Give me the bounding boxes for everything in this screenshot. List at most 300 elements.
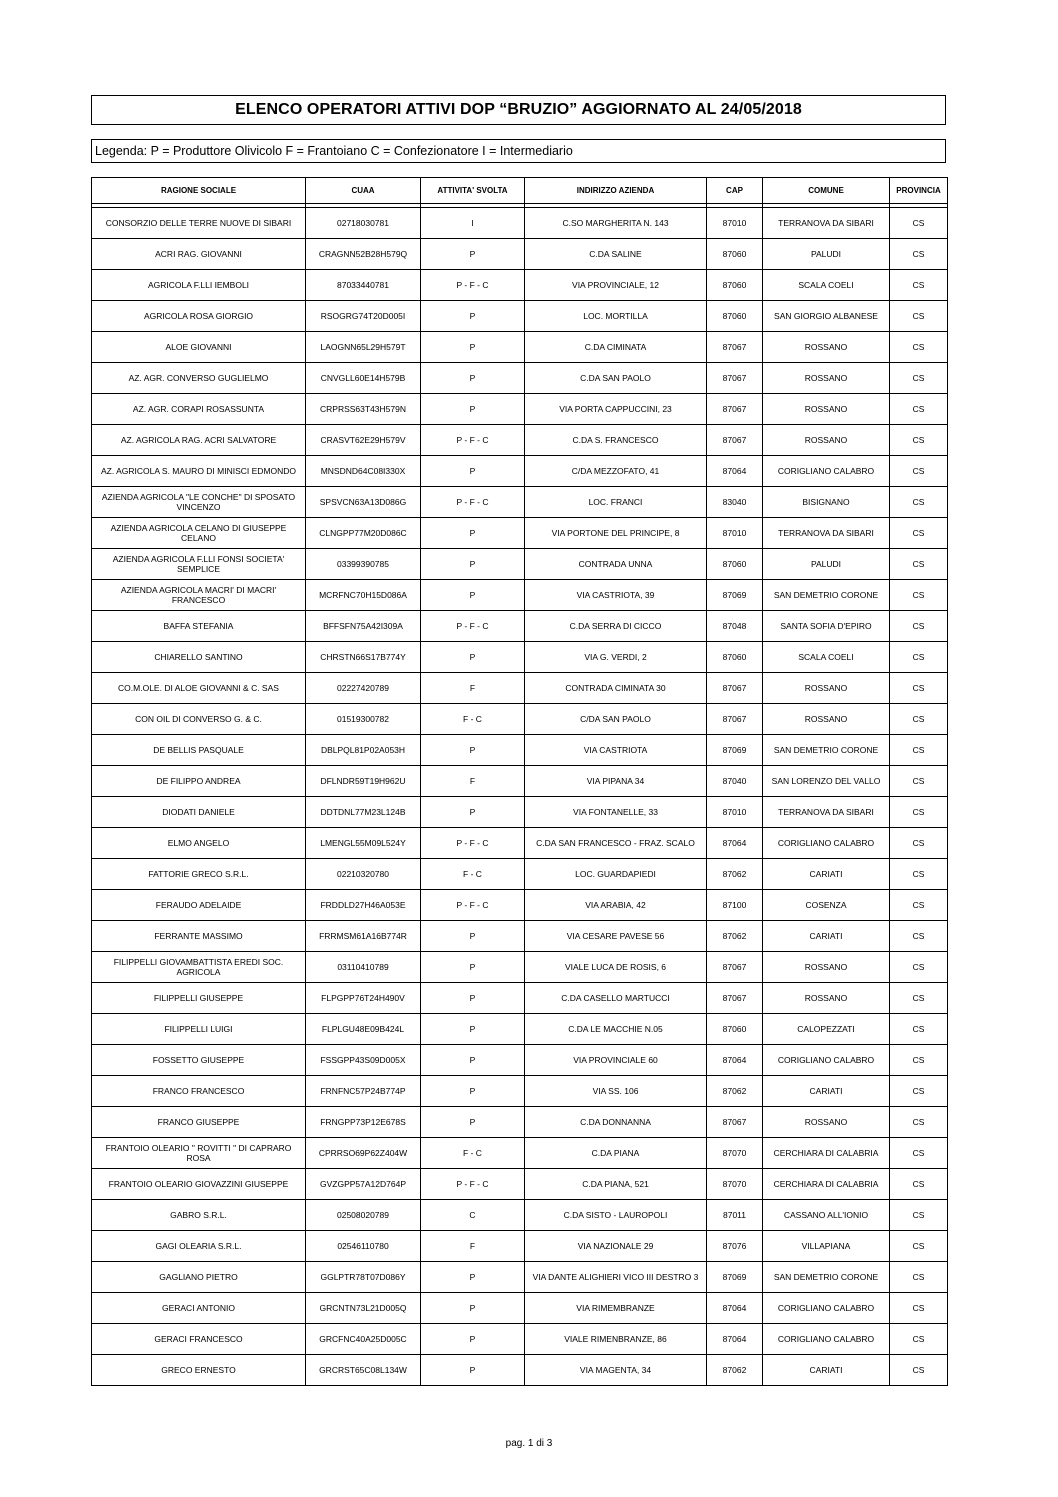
cell-indirizzo: LOC. FRANCI [525, 487, 707, 518]
cell-comune: ROSSANO [763, 332, 890, 363]
cell-ragione-sociale: DE FILIPPO ANDREA [92, 766, 306, 797]
cell-cap: 87064 [707, 1293, 763, 1324]
table-row [92, 1138, 948, 1169]
cell-cap: 87067 [707, 983, 763, 1014]
col-attivita-svolta: ATTIVITA' SVOLTA [421, 178, 525, 204]
cell-provincia: CS [890, 611, 948, 642]
cell-cuaa: DDTDNL77M23L124B [306, 797, 421, 828]
cell-attivita: P [421, 549, 525, 580]
cell-cap: 87069 [707, 1262, 763, 1293]
cell-attivita: F - C [421, 859, 525, 890]
table-row [92, 673, 948, 704]
cell-comune: ROSSANO [763, 425, 890, 456]
cell-indirizzo: C.DA SAN PAOLO [525, 363, 707, 394]
cell-provincia: CS [890, 363, 948, 394]
cell-cap: 87067 [707, 952, 763, 983]
cell-indirizzo: VIA DANTE ALIGHIERI VICO III DESTRO 3 [525, 1262, 707, 1293]
cell-cap: 87060 [707, 642, 763, 673]
cell-provincia: CS [890, 797, 948, 828]
cell-cuaa: GRCRST65C08L134W [306, 1355, 421, 1386]
cell-attivita: P [421, 735, 525, 766]
cell-cap: 87062 [707, 1076, 763, 1107]
cell-ragione-sociale: FRANCO GIUSEPPE [92, 1107, 306, 1138]
cell-indirizzo: C.DA S. FRANCESCO [525, 425, 707, 456]
cell-cuaa: CLNGPP77M20D086C [306, 518, 421, 549]
table-row [92, 642, 948, 673]
cell-attivita: P [421, 1262, 525, 1293]
table-row [92, 425, 948, 456]
cell-ragione-sociale: FOSSETTO GIUSEPPE [92, 1045, 306, 1076]
cell-provincia: CS [890, 890, 948, 921]
cell-indirizzo: VIA CASTRIOTA, 39 [525, 580, 707, 611]
cell-ragione-sociale: FERRANTE MASSIMO [92, 921, 306, 952]
cell-ragione-sociale: DE BELLIS PASQUALE [92, 735, 306, 766]
cell-cuaa: FRDDLD27H46A053E [306, 890, 421, 921]
cell-indirizzo: LOC. MORTILLA [525, 301, 707, 332]
cell-comune: CERCHIARA DI CALABRIA [763, 1138, 890, 1169]
cell-cuaa: CNVGLL60E14H579B [306, 363, 421, 394]
cell-comune: CORIGLIANO CALABRO [763, 456, 890, 487]
cell-cuaa: FRNFNC57P24B774P [306, 1076, 421, 1107]
cell-attivita: P - F - C [421, 425, 525, 456]
cell-cap: 87062 [707, 921, 763, 952]
cell-ragione-sociale: AZ. AGR. CORAPI ROSASSUNTA [92, 394, 306, 425]
cell-provincia: CS [890, 1169, 948, 1200]
cell-cap: 87060 [707, 1014, 763, 1045]
cell-provincia: CS [890, 1045, 948, 1076]
cell-provincia: CS [890, 1200, 948, 1231]
cell-cap: 87060 [707, 301, 763, 332]
cell-provincia: CS [890, 332, 948, 363]
cell-comune: SANTA SOFIA D'EPIRO [763, 611, 890, 642]
cell-ragione-sociale: CHIARELLO SANTINO [92, 642, 306, 673]
cell-cap: 87040 [707, 766, 763, 797]
cell-cuaa: GVZGPP57A12D764P [306, 1169, 421, 1200]
cell-attivita: P [421, 1293, 525, 1324]
cell-attivita: P [421, 301, 525, 332]
col-ragione-sociale: RAGIONE SOCIALE [92, 178, 306, 204]
col-comune: COMUNE [763, 178, 890, 204]
cell-provincia: CS [890, 983, 948, 1014]
table-row [92, 301, 948, 332]
cell-attivita: F [421, 766, 525, 797]
cell-attivita: P [421, 363, 525, 394]
cell-ragione-sociale: GERACI ANTONIO [92, 1293, 306, 1324]
cell-attivita: P [421, 642, 525, 673]
cell-ragione-sociale: DIODATI DANIELE [92, 797, 306, 828]
cell-cuaa: 03110410789 [306, 952, 421, 983]
cell-cuaa: BFFSFN75A42I309A [306, 611, 421, 642]
cell-indirizzo: C.SO MARGHERITA N. 143 [525, 208, 707, 239]
cell-cap: 87060 [707, 549, 763, 580]
cell-indirizzo: VIA PROVINCIALE 60 [525, 1045, 707, 1076]
cell-cap: 87069 [707, 580, 763, 611]
table-row [92, 487, 948, 518]
cell-cuaa: 02546110780 [306, 1231, 421, 1262]
cell-attivita: P [421, 239, 525, 270]
cell-cap: 87010 [707, 518, 763, 549]
cell-cap: 87011 [707, 1200, 763, 1231]
table-row [92, 239, 948, 270]
document-title: ELENCO OPERATORI ATTIVI DOP “BRUZIO” AGGIORNATO AL 24/05/2018 [91, 95, 946, 125]
cell-indirizzo: VIALE LUCA DE ROSIS, 6 [525, 952, 707, 983]
cell-comune: SAN DEMETRIO CORONE [763, 1262, 890, 1293]
cell-cap: 87070 [707, 1169, 763, 1200]
page-number: pag. 1 di 3 [505, 1438, 553, 1449]
cell-provincia: CS [890, 642, 948, 673]
cell-indirizzo: C.DA SERRA DI CICCO [525, 611, 707, 642]
cell-provincia: CS [890, 673, 948, 704]
cell-indirizzo: C.DA SISTO - LAUROPOLI [525, 1200, 707, 1231]
cell-cap: 87060 [707, 270, 763, 301]
cell-provincia: CS [890, 301, 948, 332]
table-header-row [92, 178, 948, 204]
table-row [92, 735, 948, 766]
cell-ragione-sociale: FATTORIE GRECO S.R.L. [92, 859, 306, 890]
cell-comune: ROSSANO [763, 394, 890, 425]
cell-cap: 87067 [707, 394, 763, 425]
cell-cap: 87010 [707, 208, 763, 239]
cell-attivita: F - C [421, 704, 525, 735]
cell-indirizzo: VIA FONTANELLE, 33 [525, 797, 707, 828]
table-row [92, 518, 948, 549]
cell-attivita: P - F - C [421, 890, 525, 921]
cell-cuaa: MNSDND64C08I330X [306, 456, 421, 487]
cell-comune: ROSSANO [763, 983, 890, 1014]
table-row [92, 611, 948, 642]
table-row [92, 1293, 948, 1324]
cell-attivita: P - F - C [421, 1169, 525, 1200]
table-row [92, 394, 948, 425]
cell-ragione-sociale: GAGLIANO PIETRO [92, 1262, 306, 1293]
cell-ragione-sociale: FILIPPELLI LUIGI [92, 1014, 306, 1045]
cell-comune: ROSSANO [763, 704, 890, 735]
cell-cuaa: GGLPTR78T07D086Y [306, 1262, 421, 1293]
cell-indirizzo: C.DA CASELLO MARTUCCI [525, 983, 707, 1014]
cell-provincia: CS [890, 1324, 948, 1355]
cell-comune: BISIGNANO [763, 487, 890, 518]
cell-cuaa: FSSGPP43S09D005X [306, 1045, 421, 1076]
table-row [92, 332, 948, 363]
cell-indirizzo: C/DA MEZZOFATO, 41 [525, 456, 707, 487]
cell-attivita: P [421, 1355, 525, 1386]
cell-indirizzo: VIA PORTONE DEL PRINCIPE, 8 [525, 518, 707, 549]
cell-indirizzo: VIA PIPANA 34 [525, 766, 707, 797]
table-row [92, 580, 948, 611]
cell-cap: 87067 [707, 704, 763, 735]
cell-attivita: P [421, 983, 525, 1014]
cell-comune: CARIATI [763, 859, 890, 890]
cell-comune: TERRANOVA DA SIBARI [763, 797, 890, 828]
cell-attivita: P [421, 921, 525, 952]
cell-cuaa: 02210320780 [306, 859, 421, 890]
cell-ragione-sociale: GAGI OLEARIA S.R.L. [92, 1231, 306, 1262]
table-row [92, 1045, 948, 1076]
cell-indirizzo: VIA PROVINCIALE, 12 [525, 270, 707, 301]
cell-provincia: CS [890, 1014, 948, 1045]
cell-comune: CARIATI [763, 1355, 890, 1386]
cell-indirizzo: VIA CASTRIOTA [525, 735, 707, 766]
cell-ragione-sociale: FILIPPELLI GIOVAMBATTISTA EREDI SOC. AGRICOLA [92, 952, 306, 983]
cell-cuaa: FLPLGU48E09B424L [306, 1014, 421, 1045]
cell-cap: 87010 [707, 797, 763, 828]
col-cuaa: CUAA [306, 178, 421, 204]
cell-provincia: CS [890, 1293, 948, 1324]
cell-attivita: P [421, 332, 525, 363]
cell-comune: SAN GIORGIO ALBANESE [763, 301, 890, 332]
table-row [92, 766, 948, 797]
cell-attivita: P [421, 1014, 525, 1045]
cell-indirizzo: VIA ARABIA, 42 [525, 890, 707, 921]
cell-ragione-sociale: AGRICOLA ROSA GIORGIO [92, 301, 306, 332]
cell-indirizzo: VIA SS. 106 [525, 1076, 707, 1107]
cell-cuaa: DBLPQL81P02A053H [306, 735, 421, 766]
cell-comune: ROSSANO [763, 363, 890, 394]
cell-comune: TERRANOVA DA SIBARI [763, 208, 890, 239]
cell-cuaa: CHRSTN66S17B774Y [306, 642, 421, 673]
cell-comune: CORIGLIANO CALABRO [763, 1045, 890, 1076]
cell-cuaa: DFLNDR59T19H962U [306, 766, 421, 797]
cell-attivita: C [421, 1200, 525, 1231]
cell-comune: VILLAPIANA [763, 1231, 890, 1262]
table-row [92, 1355, 948, 1386]
cell-attivita: P [421, 952, 525, 983]
cell-cap: 87048 [707, 611, 763, 642]
cell-indirizzo: C.DA CIMINATA [525, 332, 707, 363]
cell-provincia: CS [890, 921, 948, 952]
cell-cuaa: FRRMSM61A16B774R [306, 921, 421, 952]
cell-cap: 87067 [707, 332, 763, 363]
table-row [92, 549, 948, 580]
cell-indirizzo: C.DA PIANA, 521 [525, 1169, 707, 1200]
cell-provincia: CS [890, 828, 948, 859]
cell-comune: CORIGLIANO CALABRO [763, 1324, 890, 1355]
cell-comune: CORIGLIANO CALABRO [763, 828, 890, 859]
cell-ragione-sociale: AZIENDA AGRICOLA CELANO DI GIUSEPPE CELANO [92, 518, 306, 549]
cell-indirizzo: C.DA SALINE [525, 239, 707, 270]
cell-provincia: CS [890, 1355, 948, 1386]
col-provincia: PROVINCIA [890, 178, 948, 204]
cell-comune: SCALA COELI [763, 270, 890, 301]
cell-ragione-sociale: ACRI RAG. GIOVANNI [92, 239, 306, 270]
cell-ragione-sociale: GRECO ERNESTO [92, 1355, 306, 1386]
cell-provincia: CS [890, 1138, 948, 1169]
cell-ragione-sociale: CON OIL DI CONVERSO G. & C. [92, 704, 306, 735]
cell-cap: 87064 [707, 828, 763, 859]
cell-attivita: P - F - C [421, 611, 525, 642]
cell-ragione-sociale: FRANCO FRANCESCO [92, 1076, 306, 1107]
cell-cap: 87067 [707, 1107, 763, 1138]
table-row [92, 1324, 948, 1355]
cell-attivita: I [421, 208, 525, 239]
cell-provincia: CS [890, 394, 948, 425]
cell-provincia: CS [890, 208, 948, 239]
cell-provincia: CS [890, 704, 948, 735]
cell-ragione-sociale: AZ. AGR. CONVERSO GUGLIELMO [92, 363, 306, 394]
cell-comune: CORIGLIANO CALABRO [763, 1293, 890, 1324]
cell-ragione-sociale: AZ. AGRICOLA S. MAURO DI MINISCI EDMONDO [92, 456, 306, 487]
table-row [92, 1107, 948, 1138]
table-row [92, 952, 948, 983]
cell-cuaa: FLPGPP76T24H490V [306, 983, 421, 1014]
cell-cuaa: 03399390785 [306, 549, 421, 580]
table-body [92, 208, 948, 1386]
table-row [92, 208, 948, 239]
cell-comune: TERRANOVA DA SIBARI [763, 518, 890, 549]
cell-cap: 87100 [707, 890, 763, 921]
cell-ragione-sociale: AZIENDA AGRICOLA F.LLI FONSI SOCIETA' SEMPLICE [92, 549, 306, 580]
cell-comune: SAN DEMETRIO CORONE [763, 580, 890, 611]
cell-ragione-sociale: FERAUDO ADELAIDE [92, 890, 306, 921]
cell-ragione-sociale: AZIENDA AGRICOLA MACRI' DI MACRI' FRANCESCO [92, 580, 306, 611]
cell-cuaa: MCRFNC70H15D086A [306, 580, 421, 611]
cell-cap: 87070 [707, 1138, 763, 1169]
table-row [92, 1014, 948, 1045]
cell-comune: ROSSANO [763, 952, 890, 983]
table-row [92, 270, 948, 301]
cell-provincia: CS [890, 239, 948, 270]
table-row [92, 921, 948, 952]
table-row [92, 828, 948, 859]
table-row [92, 363, 948, 394]
table-row [92, 859, 948, 890]
cell-indirizzo: C.DA LE MACCHIE N.05 [525, 1014, 707, 1045]
cell-ragione-sociale: ALOE GIOVANNI [92, 332, 306, 363]
cell-provincia: CS [890, 270, 948, 301]
cell-provincia: CS [890, 1262, 948, 1293]
cell-cuaa: CRPRSS63T43H579N [306, 394, 421, 425]
cell-comune: SAN LORENZO DEL VALLO [763, 766, 890, 797]
cell-attivita: F [421, 1231, 525, 1262]
cell-provincia: CS [890, 1107, 948, 1138]
cell-cap: 83040 [707, 487, 763, 518]
col-cap: CAP [707, 178, 763, 204]
cell-provincia: CS [890, 952, 948, 983]
table-row [92, 1262, 948, 1293]
cell-comune: CARIATI [763, 1076, 890, 1107]
cell-cuaa: RSOGRG74T20D005I [306, 301, 421, 332]
cell-attivita: P [421, 1045, 525, 1076]
cell-comune: CERCHIARA DI CALABRIA [763, 1169, 890, 1200]
cell-attivita: P [421, 394, 525, 425]
cell-attivita: P [421, 1324, 525, 1355]
cell-cuaa: GRCNTN73L21D005Q [306, 1293, 421, 1324]
cell-attivita: P [421, 518, 525, 549]
cell-ragione-sociale: AZ. AGRICOLA RAG. ACRI SALVATORE [92, 425, 306, 456]
cell-cap: 87067 [707, 673, 763, 704]
cell-cuaa: SPSVCN63A13D086G [306, 487, 421, 518]
cell-indirizzo: VIA RIMEMBRANZE [525, 1293, 707, 1324]
cell-cap: 87062 [707, 859, 763, 890]
cell-attivita: P [421, 1076, 525, 1107]
cell-ragione-sociale: FRANTOIO OLEARIO " ROVITTI " DI CAPRARO ROSA [92, 1138, 306, 1169]
cell-comune: ROSSANO [763, 673, 890, 704]
cell-cuaa: LAOGNN65L29H579T [306, 332, 421, 363]
cell-ragione-sociale: FRANTOIO OLEARIO GIOVAZZINI GIUSEPPE [92, 1169, 306, 1200]
cell-attivita: P - F - C [421, 270, 525, 301]
cell-attivita: P - F - C [421, 828, 525, 859]
cell-provincia: CS [890, 425, 948, 456]
cell-indirizzo: VIA CESARE PAVESE 56 [525, 921, 707, 952]
cell-attivita: F - C [421, 1138, 525, 1169]
table-row [92, 704, 948, 735]
cell-indirizzo: C.DA DONNANNA [525, 1107, 707, 1138]
cell-ragione-sociale: GABRO S.R.L. [92, 1200, 306, 1231]
cell-cap: 87064 [707, 1045, 763, 1076]
cell-cap: 87064 [707, 1324, 763, 1355]
cell-indirizzo: VIA G. VERDI, 2 [525, 642, 707, 673]
cell-cuaa: GRCFNC40A25D005C [306, 1324, 421, 1355]
cell-comune: PALUDI [763, 239, 890, 270]
cell-ragione-sociale: AZIENDA AGRICOLA "LE CONCHE" DI SPOSATO VINCENZO [92, 487, 306, 518]
cell-attivita: P [421, 797, 525, 828]
cell-cuaa: FRNGPP73P12E678S [306, 1107, 421, 1138]
cell-cap: 87067 [707, 363, 763, 394]
cell-ragione-sociale: FILIPPELLI GIUSEPPE [92, 983, 306, 1014]
cell-cap: 87060 [707, 239, 763, 270]
cell-indirizzo: VIA NAZIONALE 29 [525, 1231, 707, 1262]
cell-provincia: CS [890, 1231, 948, 1262]
cell-attivita: P [421, 580, 525, 611]
cell-provincia: CS [890, 549, 948, 580]
cell-provincia: CS [890, 518, 948, 549]
cell-cap: 87076 [707, 1231, 763, 1262]
col-indirizzo-azienda: INDIRIZZO AZIENDA [525, 178, 707, 204]
cell-comune: CARIATI [763, 921, 890, 952]
cell-indirizzo: LOC. GUARDAPIEDI [525, 859, 707, 890]
cell-cap: 87069 [707, 735, 763, 766]
cell-ragione-sociale: ELMO ANGELO [92, 828, 306, 859]
cell-provincia: CS [890, 766, 948, 797]
operators-table [91, 177, 948, 1386]
cell-cuaa: CRASVT62E29H579V [306, 425, 421, 456]
table-row [92, 797, 948, 828]
cell-comune: ROSSANO [763, 1107, 890, 1138]
cell-comune: PALUDI [763, 549, 890, 580]
cell-attivita: P [421, 456, 525, 487]
cell-cuaa: 02718030781 [306, 208, 421, 239]
cell-cap: 87064 [707, 456, 763, 487]
cell-comune: SAN DEMETRIO CORONE [763, 735, 890, 766]
cell-indirizzo: C/DA SAN PAOLO [525, 704, 707, 735]
cell-ragione-sociale: CO.M.OLE. DI ALOE GIOVANNI & C. SAS [92, 673, 306, 704]
cell-comune: COSENZA [763, 890, 890, 921]
cell-ragione-sociale: CONSORZIO DELLE TERRE NUOVE DI SIBARI [92, 208, 306, 239]
cell-cuaa: 87033440781 [306, 270, 421, 301]
cell-cuaa: LMENGL55M09L524Y [306, 828, 421, 859]
cell-cuaa: CPRRSO69P62Z404W [306, 1138, 421, 1169]
legend: Legenda: P = Produttore Olivicolo F = Frantoiano C = Confezionatore I = Intermediario [91, 139, 946, 163]
cell-provincia: CS [890, 580, 948, 611]
cell-indirizzo: CONTRADA CIMINATA 30 [525, 673, 707, 704]
cell-indirizzo: C.DA SAN FRANCESCO - FRAZ. SCALO [525, 828, 707, 859]
table-row [92, 1231, 948, 1262]
cell-provincia: CS [890, 859, 948, 890]
cell-cuaa: 02227420789 [306, 673, 421, 704]
cell-indirizzo: VIA PORTA CAPPUCCINI, 23 [525, 394, 707, 425]
table-row [92, 1169, 948, 1200]
table-row [92, 890, 948, 921]
cell-cap: 87062 [707, 1355, 763, 1386]
cell-ragione-sociale: GERACI FRANCESCO [92, 1324, 306, 1355]
cell-attivita: P - F - C [421, 487, 525, 518]
table-row [92, 1076, 948, 1107]
cell-provincia: CS [890, 456, 948, 487]
table-row [92, 1200, 948, 1231]
cell-indirizzo: CONTRADA UNNA [525, 549, 707, 580]
cell-cap: 87067 [707, 425, 763, 456]
cell-provincia: CS [890, 735, 948, 766]
